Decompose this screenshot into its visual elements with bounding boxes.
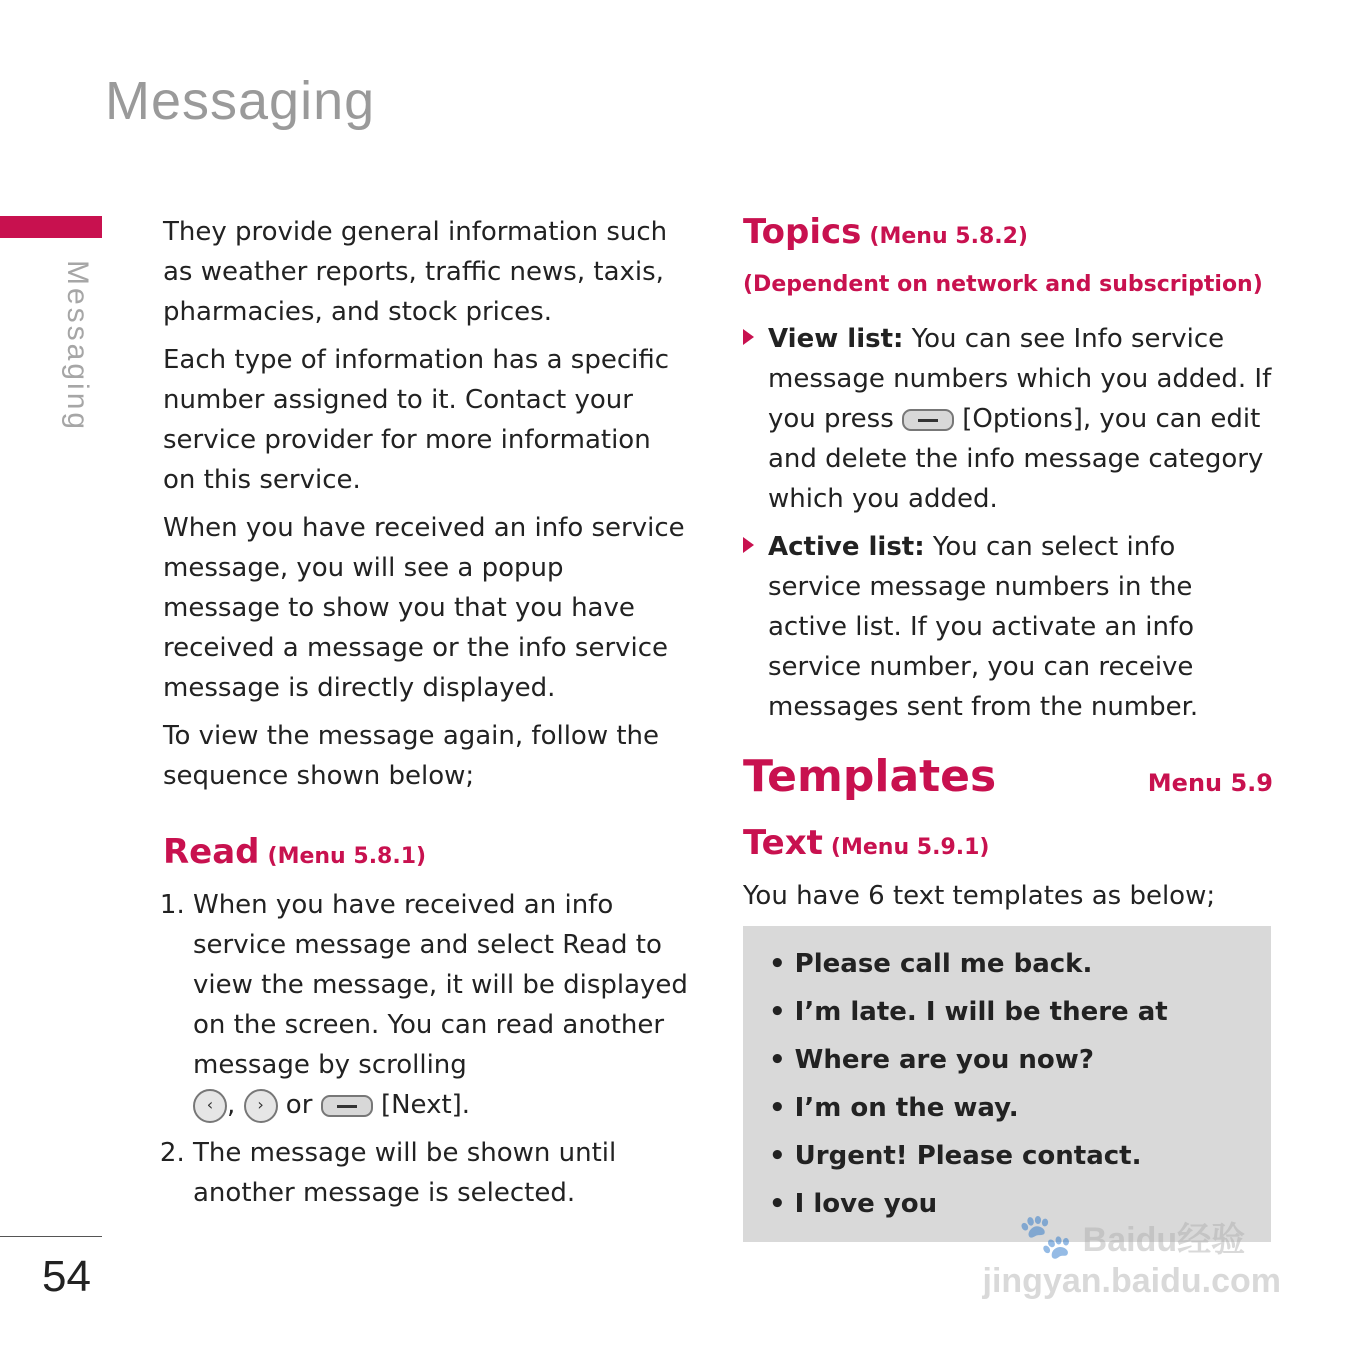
- paw-logo-icon: 🐾: [1018, 1212, 1074, 1261]
- active-list-text: You can select info service message numbers in the active list. If you activate an info service number, you can receive messages sent from the number.: [768, 532, 1199, 722]
- text-heading: [743, 823, 1273, 868]
- template-item: • Where are you now?: [769, 1045, 1094, 1075]
- watermark-url: jingyan.baidu.com: [982, 1262, 1281, 1300]
- next-label: [Next].: [380, 1090, 471, 1120]
- paragraph-view-again: To view the message again, follow the sequence shown below;: [163, 721, 660, 791]
- topics-heading: [743, 212, 1273, 257]
- bullet-arrow-icon: [743, 537, 754, 553]
- paragraph-info: They provide general information such as weather reports, traffic news, taxis, pharmacies, and stock prices.: [163, 217, 668, 327]
- left-column: [163, 212, 688, 1221]
- right-column: [743, 212, 1273, 1242]
- read-heading: [163, 832, 688, 877]
- bullet-arrow-icon: [743, 329, 754, 345]
- right-nav-key-icon: ›: [244, 1089, 278, 1123]
- read-heading-label: Read: [163, 832, 260, 872]
- topics-note: (Dependent on network and subscription): [743, 272, 1263, 297]
- page-title: Messaging: [105, 71, 376, 131]
- read-menu-ref: (Menu 5.8.1): [267, 844, 427, 869]
- section-side-label: Messaging: [61, 260, 94, 433]
- soft-key-icon: [321, 1095, 373, 1117]
- template-item: • I’m on the way.: [769, 1093, 1019, 1123]
- soft-key-icon: [902, 409, 954, 431]
- topics-menu-ref: (Menu 5.8.2): [869, 224, 1028, 249]
- templates-heading: [743, 751, 1273, 803]
- read-steps: [163, 885, 688, 1213]
- view-list-item: [743, 319, 1273, 519]
- text-intro: You have 6 text templates as below;: [743, 881, 1216, 911]
- or-text: or: [285, 1090, 313, 1120]
- baidu-watermark: [983, 1210, 1281, 1301]
- active-list-label: Active list:: [768, 532, 925, 562]
- page-number-rule: [0, 1236, 102, 1237]
- template-item: • Please call me back.: [769, 949, 1093, 979]
- paragraph-popup: When you have received an info service message, you will see a popup message to show you that you have received a message or the info service message is directly displayed.: [163, 513, 685, 703]
- text-menu-ref: (Menu 5.9.1): [830, 835, 990, 860]
- template-item: • Urgent! Please contact.: [769, 1141, 1142, 1171]
- page-number: 54: [42, 1252, 91, 1301]
- read-step-1: [193, 885, 688, 1125]
- paragraph-number: Each type of information has a specific number assigned to it. Contact your service provider for more information on this service.: [163, 345, 670, 495]
- read-step-1-text: When you have received an info service message and select Read to view the message, it will be displayed on the screen. You can read another message by scrolling: [193, 890, 688, 1080]
- comma-text: ,: [227, 1090, 236, 1120]
- watermark-brand: Baidu经验: [1082, 1221, 1246, 1259]
- read-step-2: 2. The message will be shown until another message is selected.: [193, 1133, 688, 1213]
- text-heading-label: Text: [743, 823, 823, 863]
- templates-list: [743, 926, 1271, 1242]
- templates-heading-label: Templates: [743, 751, 997, 802]
- template-item: • I love you: [769, 1189, 938, 1219]
- view-list-label: View list:: [768, 324, 904, 354]
- left-nav-key-icon: ‹: [193, 1089, 227, 1123]
- view-list-text-1: You can see Info service message numbers which you added. If you press: [768, 324, 1272, 434]
- template-item: • I’m late. I will be there at: [769, 997, 1168, 1027]
- topics-heading-label: Topics: [743, 212, 862, 252]
- section-tab-bar: [0, 216, 102, 238]
- view-list-text-2: [Options], you can edit and delete the info message category which you added.: [768, 404, 1264, 514]
- templates-menu-ref: Menu 5.9: [1147, 769, 1273, 797]
- active-list-item: [743, 527, 1273, 727]
